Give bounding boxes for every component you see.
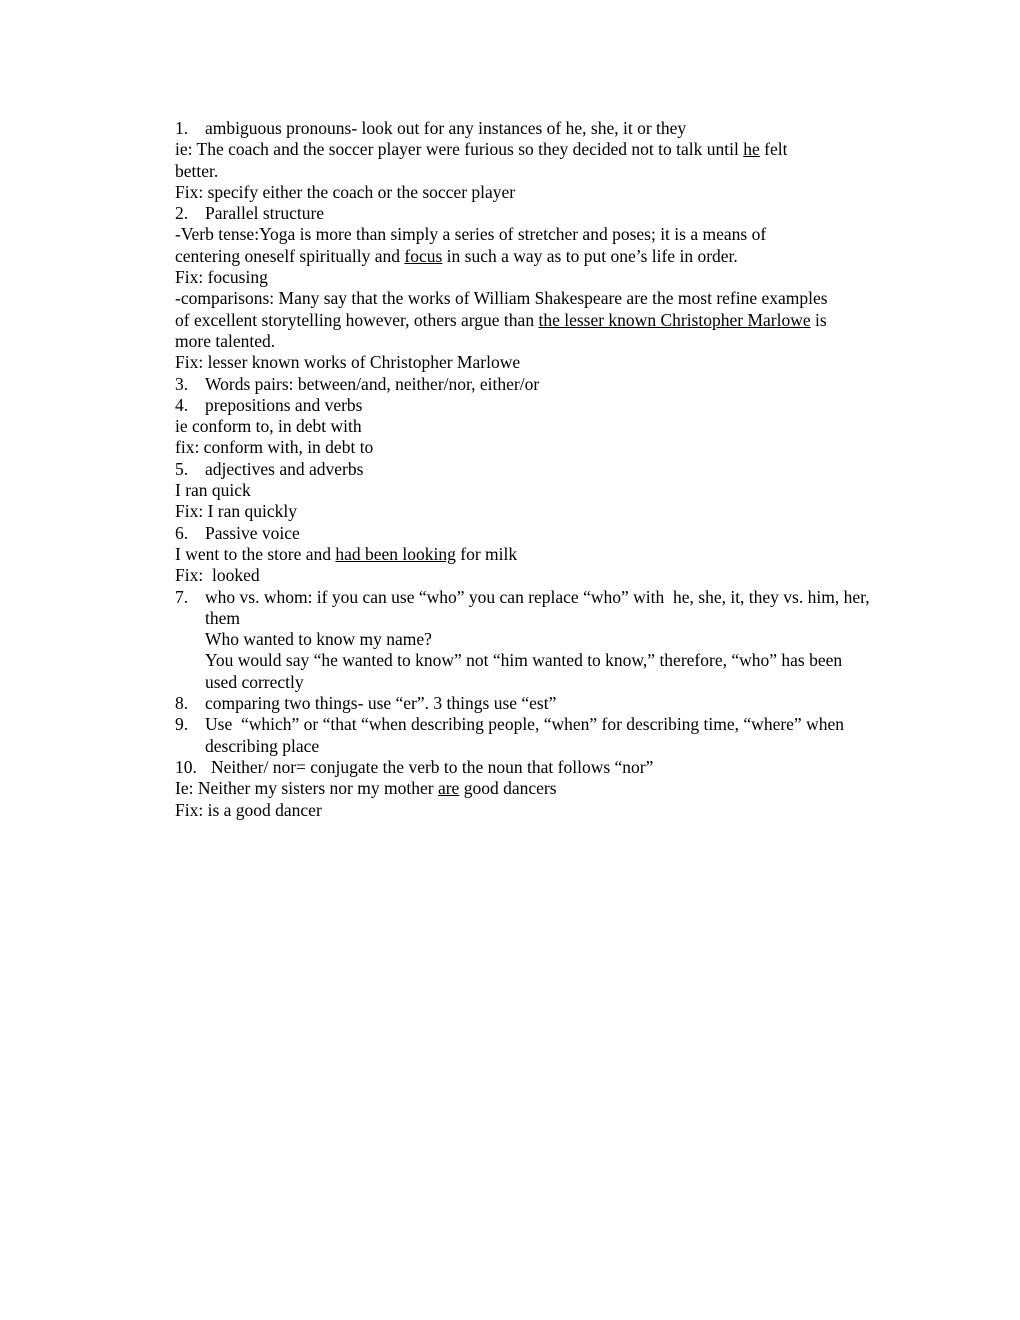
indented-paragraph xyxy=(175,650,875,693)
list-item-text: Words pairs: between/and, neither/nor, either/or xyxy=(205,373,540,394)
list-item xyxy=(175,203,875,224)
list-item-number: 7. xyxy=(175,586,189,607)
text-run: better. xyxy=(175,160,219,181)
list-item xyxy=(175,757,875,778)
paragraph xyxy=(175,182,875,203)
paragraph xyxy=(175,544,875,565)
text-run: I went to the store and xyxy=(175,543,336,564)
text-run: ie conform to, in debt with xyxy=(175,416,362,437)
list-item xyxy=(175,523,875,544)
text-run: fix: conform with, in debt to xyxy=(175,437,374,458)
text-run: Fix: lesser known works of Christopher Marlowe xyxy=(175,352,521,373)
list-item-number: 5. xyxy=(175,458,189,479)
text-run: You would say “he wanted to know” not “him wanted to know,” therefore, “who” has been used correctly xyxy=(205,650,847,692)
text-run: Fix: looked xyxy=(175,565,260,586)
list-item-text: Use “which” or “that “when describing people, “when” for describing time, “where” when describing place xyxy=(205,714,849,756)
list-item-number: 9. xyxy=(175,714,189,735)
paragraph xyxy=(175,331,875,352)
list-item-text: who vs. whom: if you can use “who” you can replace “who” with he, she, it, they vs. him, her, them xyxy=(205,586,874,628)
list-item-text: comparing two things- use “er”. 3 things use “est” xyxy=(205,693,557,714)
list-item xyxy=(175,459,875,480)
paragraph xyxy=(175,246,875,267)
underlined-text: focus xyxy=(404,245,443,266)
list-item-text: Parallel structure xyxy=(205,203,325,224)
underlined-text: he xyxy=(743,139,760,160)
text-run: of excellent storytelling however, others argue than xyxy=(175,309,539,330)
list-item-number: 3. xyxy=(175,373,189,394)
text-run: centering oneself spiritually and xyxy=(175,245,405,266)
text-run: Fix: is a good dancer xyxy=(175,799,322,820)
paragraph xyxy=(175,480,875,501)
list-item-number: 4. xyxy=(175,394,189,415)
paragraph xyxy=(175,288,875,309)
underlined-text: are xyxy=(437,778,460,799)
text-run: ie: The coach and the soccer player were furious so they decided not to talk until xyxy=(175,139,744,160)
paragraph xyxy=(175,224,875,245)
list-item xyxy=(175,374,875,395)
paragraph xyxy=(175,352,875,373)
paragraph xyxy=(175,139,875,160)
list-item xyxy=(175,118,875,139)
list-item xyxy=(175,395,875,416)
document-body xyxy=(175,118,875,821)
paragraph xyxy=(175,778,875,799)
paragraph xyxy=(175,416,875,437)
text-run: is xyxy=(810,309,827,330)
text-run: -Verb tense:Yoga is more than simply a series of stretcher and poses; it is a means of xyxy=(175,224,767,245)
list-item-text: Passive voice xyxy=(205,522,300,543)
list-item-text: Neither/ nor= conjugate the verb to the noun that follows “nor” xyxy=(211,756,654,777)
list-item-text: adjectives and adverbs xyxy=(205,458,364,479)
paragraph xyxy=(175,267,875,288)
list-item xyxy=(175,714,875,757)
text-run: -comparisons: Many say that the works of William Shakespeare are the most refine examples xyxy=(175,288,828,309)
underlined-text: had been looking xyxy=(335,543,456,564)
list-item xyxy=(175,587,875,630)
list-item-number: 2. xyxy=(175,203,189,224)
list-item-text: ambiguous pronouns- look out for any instances of he, she, it or they xyxy=(205,118,687,138)
list-item-number: 6. xyxy=(175,522,189,543)
text-run: I ran quick xyxy=(175,480,251,501)
text-run: Who wanted to know my name? xyxy=(205,629,432,650)
paragraph xyxy=(175,800,875,821)
text-run: Ie: Neither my sisters nor my mother xyxy=(175,778,438,799)
text-run: Fix: specify either the coach or the soccer player xyxy=(175,181,516,202)
text-run: more talented. xyxy=(175,330,276,351)
text-run: for milk xyxy=(455,543,518,564)
indented-paragraph xyxy=(175,629,875,650)
list-item-number: 1. xyxy=(175,118,189,138)
paragraph xyxy=(175,565,875,586)
list-item-number: 10. xyxy=(175,756,197,777)
paragraph xyxy=(175,501,875,522)
list-item-number: 8. xyxy=(175,693,189,714)
text-run: in such a way as to put one’s life in order. xyxy=(442,245,738,266)
paragraph xyxy=(175,310,875,331)
text-run: felt xyxy=(759,139,788,160)
text-run: Fix: focusing xyxy=(175,267,268,288)
text-run: good dancers xyxy=(459,778,557,799)
list-item xyxy=(175,693,875,714)
text-run: Fix: I ran quickly xyxy=(175,501,297,522)
underlined-text: the lesser known Christopher Marlowe xyxy=(538,309,811,330)
list-item-text: prepositions and verbs xyxy=(205,394,363,415)
paragraph xyxy=(175,161,875,182)
paragraph xyxy=(175,437,875,458)
